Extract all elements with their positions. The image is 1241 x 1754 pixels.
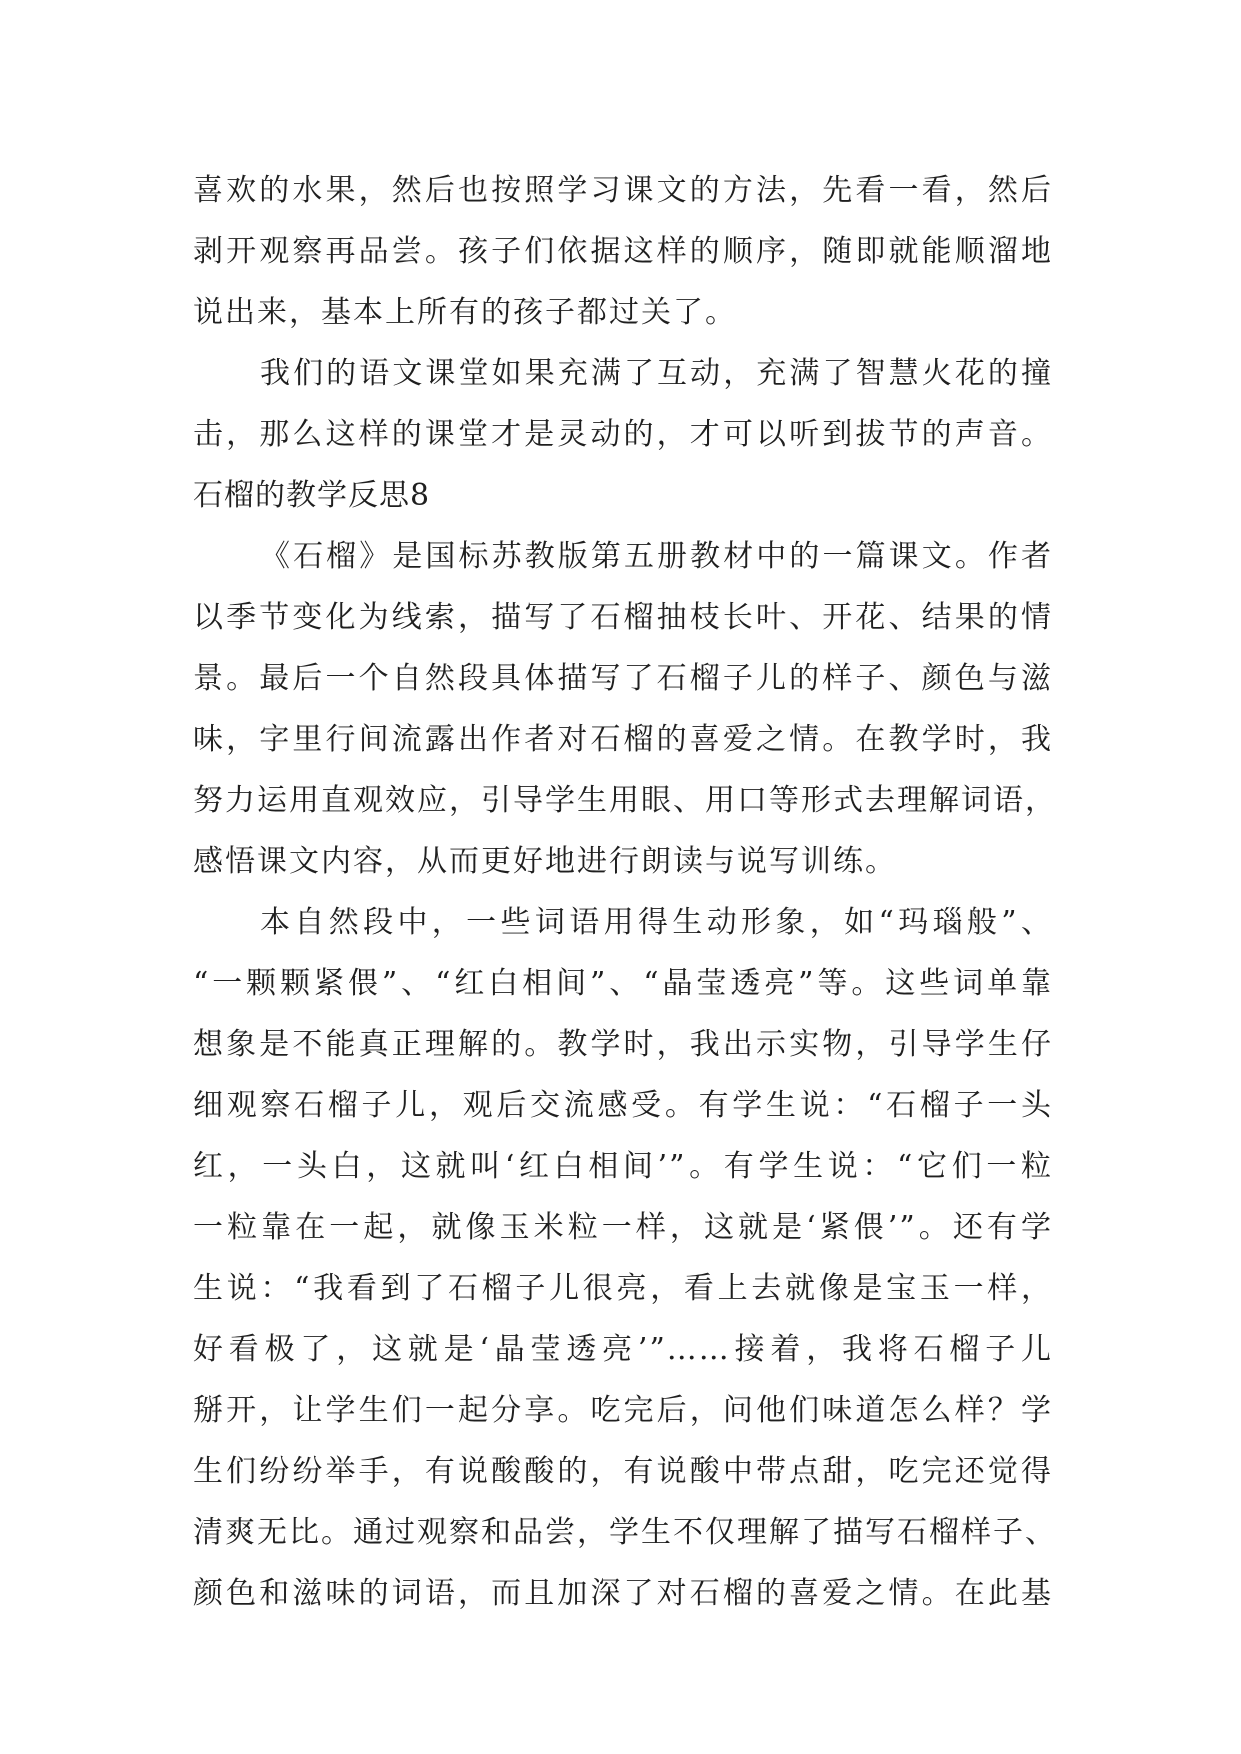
paragraph bbox=[193, 343, 1053, 465]
text-line: 喜欢的水果，然后也按照学习课文的方法，先看一看，然后 bbox=[193, 173, 1053, 208]
text-line: 细观察石榴子儿，观后交流感受。有学生说：“石榴子一头 bbox=[193, 1088, 1053, 1123]
text-line: 好看极了，这就是‘晶莹透亮’”……接着，我将石榴子儿 bbox=[193, 1332, 1053, 1367]
text-line: 景。最后一个自然段具体描写了石榴子儿的样子、颜色与滋 bbox=[193, 661, 1053, 696]
text-line: 击，那么这样的课堂才是灵动的，才可以听到拔节的声音。 bbox=[193, 417, 1053, 452]
text-line: 剥开观察再品尝。孩子们依据这样的顺序，随即就能顺溜地 bbox=[193, 234, 1053, 269]
text-line: 清爽无比。通过观察和品尝，学生不仅理解了描写石榴样子、 bbox=[193, 1515, 1057, 1550]
text-line: 味，字里行间流露出作者对石榴的喜爱之情。在教学时，我 bbox=[193, 722, 1053, 757]
text-line: 感悟课文内容，从而更好地进行朗读与说写训练。 bbox=[193, 844, 897, 879]
text-line: 红，一头白，这就叫‘红白相间’”。有学生说：“它们一粒 bbox=[193, 1149, 1053, 1184]
text-line: 想象是不能真正理解的。教学时，我出示实物，引导学生仔 bbox=[193, 1027, 1053, 1062]
text-line: 努力运用直观效应，引导学生用眼、用口等形式去理解词语， bbox=[193, 783, 1057, 818]
paragraph-continued bbox=[193, 160, 1053, 343]
text-line: 颜色和滋味的词语，而且加深了对石榴的喜爱之情。在此基 bbox=[193, 1576, 1053, 1611]
paragraph bbox=[193, 892, 1057, 1624]
document-body bbox=[193, 160, 1057, 1624]
text-line: 我们的语文课堂如果充满了互动，充满了智慧火花的撞 bbox=[260, 356, 1053, 391]
paragraph bbox=[193, 526, 1057, 892]
text-line: 以季节变化为线索，描写了石榴抽枝长叶、开花、结果的情 bbox=[193, 600, 1053, 635]
text-line: 生们纷纷举手，有说酸酸的，有说酸中带点甜，吃完还觉得 bbox=[193, 1454, 1053, 1489]
text-line: “一颗颗紧偎”、“红白相间”、“晶莹透亮”等。这些词单靠 bbox=[193, 966, 1053, 1001]
section-heading: 石榴的教学反思8 bbox=[193, 478, 431, 513]
text-line: 掰开，让学生们一起分享。吃完后，问他们味道怎么样？学 bbox=[193, 1393, 1053, 1428]
text-line: 一粒靠在一起，就像玉米粒一样，这就是‘紧偎’”。还有学 bbox=[193, 1210, 1053, 1245]
text-line: 《石榴》是国标苏教版第五册教材中的一篇课文。作者 bbox=[260, 539, 1053, 574]
text-line: 本自然段中，一些词语用得生动形象，如“玛瑙般”、 bbox=[260, 905, 1053, 940]
text-line: 说出来，基本上所有的孩子都过关了。 bbox=[193, 295, 737, 330]
text-line: 生说：“我看到了石榴子儿很亮，看上去就像是宝玉一样， bbox=[193, 1271, 1053, 1306]
